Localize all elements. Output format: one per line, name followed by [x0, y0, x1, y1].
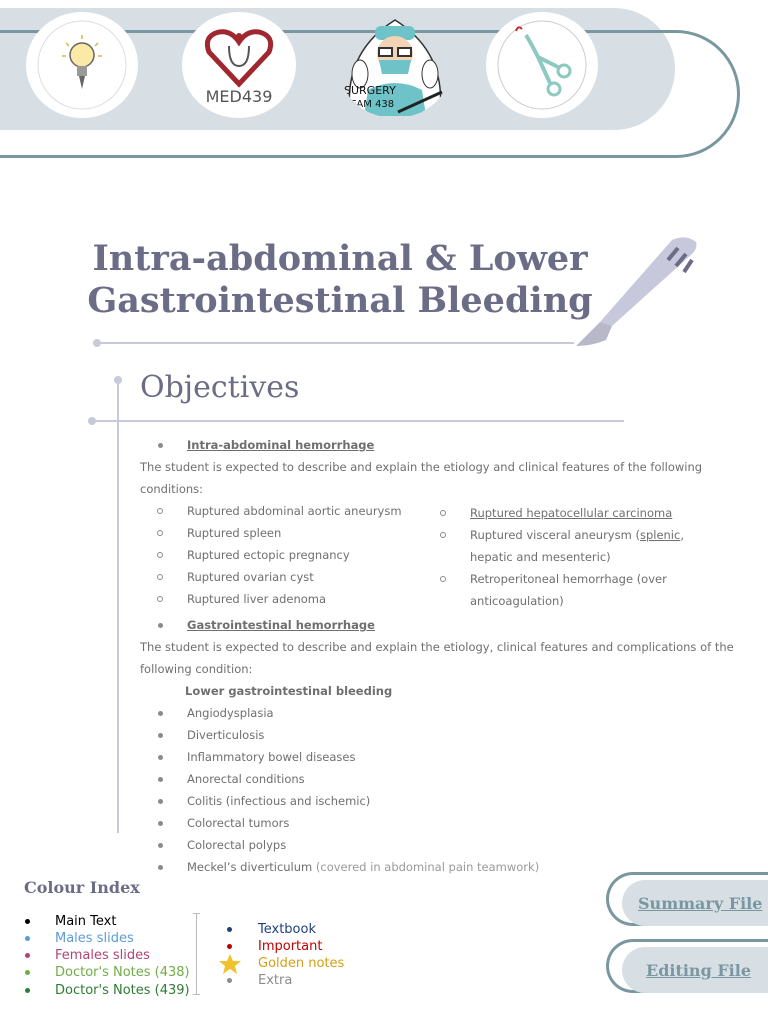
colour-index-item: Extra [258, 973, 293, 988]
bullet [158, 623, 163, 628]
color-dot [25, 936, 30, 941]
color-dot [227, 944, 232, 949]
surgery-team-logo [338, 12, 452, 118]
objectives-frame-horizontal [92, 420, 624, 422]
bullet [158, 733, 163, 738]
bullet [158, 799, 163, 804]
list-item: Colorectal polyps [187, 838, 287, 852]
list-item [187, 856, 539, 878]
list-item-cont: hepatic and mesenteric) [470, 550, 611, 564]
bullet [157, 574, 163, 580]
surgery-label: SURGERY [344, 84, 396, 97]
colour-index-item: Textbook [258, 922, 316, 937]
list-item: Ruptured abdominal aortic aneurysm [187, 504, 402, 518]
colour-index-item: Main Text [55, 914, 117, 929]
revised-by-logo [26, 12, 138, 118]
colour-index-title: Colour Index [24, 878, 140, 897]
list-item: Retroperitoneal hemorrhage (over [470, 572, 667, 586]
list-item: Diverticulosis [187, 728, 265, 742]
list-item [470, 524, 684, 546]
med439-logo [182, 12, 296, 118]
title-line-2: Gastrointestinal Bleeding [87, 280, 593, 321]
list-item: Ruptured liver adenoma [187, 592, 327, 606]
colour-index-separator [196, 914, 197, 994]
colour-index-separator-cap [193, 994, 200, 995]
list-item: Anorectal conditions [187, 772, 305, 786]
bullet [157, 596, 163, 602]
scissors-icon [492, 15, 592, 115]
list-item: Ruptured hepatocellular carcinoma [470, 506, 673, 520]
summary-file-button[interactable] [622, 880, 768, 926]
scalpel-icon [572, 230, 704, 350]
bullet [158, 821, 163, 826]
list-item-text: Ruptured visceral aneurysm ( [470, 528, 640, 542]
surgeon-icon [338, 12, 452, 118]
colour-index-item: Doctor's Notes (438) [55, 965, 190, 980]
colour-index-item: Doctor's Notes (439) [55, 983, 190, 998]
star-icon [218, 953, 242, 975]
color-dot [25, 919, 30, 924]
list-item-text: , [680, 528, 684, 542]
colour-index-item: Golden notes [258, 956, 345, 971]
list-item-text: Meckel’s diverticulum [187, 860, 313, 874]
color-dot [25, 988, 30, 993]
heart-stethoscope-icon [199, 22, 279, 92]
objectives-heading: Objectives [140, 370, 300, 405]
list-item: Inflammatory bowel diseases [187, 750, 356, 764]
bullet [158, 865, 163, 870]
bullet [158, 777, 163, 782]
bullet [158, 755, 163, 760]
colour-index-item: Males slides [55, 931, 134, 946]
color-dot [25, 970, 30, 975]
list-item: Ruptured ovarian cyst [187, 570, 314, 584]
summary-file-link[interactable] [606, 872, 768, 926]
list-item-underlined: splenic [639, 528, 681, 542]
bullet [157, 552, 163, 558]
colour-index-item: Females slides [55, 948, 150, 963]
list-item: Colitis (infectious and ischemic) [187, 794, 371, 808]
bullet [440, 510, 446, 516]
med439-label: MED439 [205, 87, 273, 106]
list-item-cont: anticoagulation) [470, 594, 564, 608]
list-item: Colorectal tumors [187, 816, 290, 830]
summary-file-label[interactable]: Summary File [638, 893, 763, 913]
bullet [440, 532, 446, 538]
title-divider [96, 342, 574, 344]
section2-title: Gastrointestinal hemorrhage [187, 618, 375, 632]
color-dot [227, 978, 232, 983]
title-line-1: Intra-abdominal & Lower [92, 238, 588, 279]
list-item: Ruptured spleen [187, 526, 282, 540]
bullet [157, 530, 163, 536]
color-dot [25, 953, 30, 958]
editing-file-button[interactable] [622, 947, 768, 993]
team-label: TEAM 438 [344, 99, 395, 110]
bullet [440, 576, 446, 582]
bullet [158, 843, 163, 848]
section2-subheading: Lower gastrointestinal bleeding [185, 684, 393, 698]
section1-intro: The student is expected to describe and explain the etiology and clinical features of the following [140, 460, 703, 474]
section1-intro-cont: conditions: [140, 482, 204, 496]
list-item: Angiodysplasia [187, 706, 274, 720]
surgery-team-439-logo [486, 12, 598, 118]
list-item: Ruptured ectopic pregnancy [187, 548, 350, 562]
editing-file-label[interactable]: Editing File [646, 960, 752, 980]
list-item-note: (covered in abdominal pain teamwork) [315, 860, 540, 874]
editing-file-link[interactable] [606, 939, 768, 993]
section2-intro: The student is expected to describe and explain the etiology, clinical features and complications of the [140, 640, 734, 654]
section1-title: Intra-abdominal hemorrhage [187, 438, 375, 452]
lightbulb-pen-icon [32, 15, 132, 115]
objectives-frame-vertical [117, 379, 119, 833]
section2-intro-cont: following condition: [140, 662, 253, 676]
color-dot [227, 927, 232, 932]
bullet [158, 443, 163, 448]
bullet [157, 508, 163, 514]
colour-index-item: Important [258, 939, 323, 954]
bullet [158, 711, 163, 716]
